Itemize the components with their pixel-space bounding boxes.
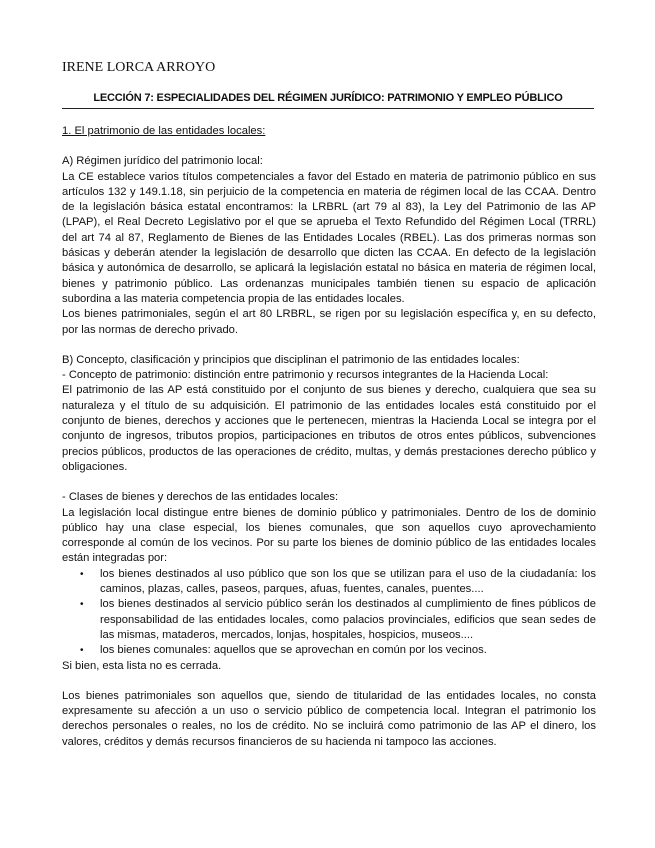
paragraph: Los bienes patrimoniales son aquellos que, siendo de titularidad de las entidades locales, no consta expresamente su afección a un uso o servicio público de competencia local. Integran el patrimonio los derechos personales o reales, no los de crédito. No se incluirá como patrimonio de las AP el dinero, los valores, créditos y demás recursos financieros de su hacienda ni tampoco las acciones. — [62, 689, 596, 748]
document-body — [62, 124, 596, 750]
list-item — [62, 567, 596, 598]
bullet-icon: • — [80, 568, 84, 580]
author-name: IRENE LORCA ARROYO — [62, 60, 216, 75]
concept-heading: - Concepto de patrimonio: distinción entre patrimonio y recursos integrantes de la Hacienda Local: — [62, 369, 549, 382]
list-item-text: los bienes destinados al servicio público serán los destinados al cumplimiento de fines públicos de responsabilidad de las entidades locales, como palacios provinciales, edificios que sean sedes de las mismas, mataderos, mercados, lonjas, hospitales, hospicios, museos.... — [100, 598, 596, 641]
spacer — [62, 475, 596, 490]
bullet-icon: • — [80, 599, 84, 611]
title-underline — [62, 108, 594, 109]
classes-heading: - Clases de bienes y derechos de las entidades locales: — [62, 491, 339, 504]
paragraph: La legislación local distingue entre bienes de dominio público y patrimoniales. Dentro de los de dominio público hay una clase especial, los bienes comunales, que son aquellos cuyo aprovechamiento corresponde al común de los vecinos. Por su parte los bienes de dominio público de las entidades locales están integradas por: — [62, 506, 596, 565]
spacer — [62, 674, 596, 689]
paragraph: Los bienes patrimoniales, según el art 80 LRBRL, se rigen por su legislación específica y, en su defecto, por las normas de derecho privado. — [62, 308, 596, 336]
section-heading: 1. El patrimonio de las entidades locales: — [62, 125, 266, 137]
list-item-text: los bienes comunales: aquellos que se aprovechan en común por los vecinos. — [100, 644, 487, 657]
spacer — [62, 139, 596, 154]
list-item — [62, 597, 596, 643]
paragraph: El patrimonio de las AP está constituido por el conjunto de sus bienes y derecho, cualquiera que sea su naturaleza y el título de su adquisición. El patrimonio de las entidades locales está constituido por el conjunto de bienes, derechos y acciones que le pertenecen, mientras la Hacienda Local se integra por el conjunto de ingresos, tributos propios, participaciones en tributos de otros entes públicos, subvenciones precios públicos, productos de las operaciones de crédito, multas, y demás prestaciones derecho público y obligaciones. — [62, 384, 596, 473]
spacer — [62, 338, 596, 353]
bullet-list — [62, 567, 596, 659]
bullet-icon: • — [80, 645, 84, 657]
list-item-text: los bienes destinados al uso público que son los que se utilizan para el uso de la ciudadanía: los caminos, plazas, calles, paseos, parques, afuas, fuentes, canales, puentes.... — [100, 567, 596, 596]
closing-line: Si bien, esta lista no es cerrada. — [62, 659, 222, 672]
list-item — [62, 643, 596, 658]
paragraph: La CE establece varios títulos competenciales a favor del Estado en materia de patrimonio público en sus artículos 132 y 149.1.18, sin perjuicio de la competencia en materia de régimen local de las CCAA. Dentro de la legislación básica estatal encontramos: la LRBRL (art 79 al 83), la Ley del Patrimonio de las AP (LPAP), el Real Decreto Legislativo por el que se aprueba el Texto Refundido del Régimen Local (TRRL) del art 74 al 87, Reglamento de Bienes de las Entidades Locales (RBEL). Las dos primeras normas son básicas y deberán atender la legislación de desarrollo que dicten las CCAA. En defecto de la legislación básica y autonómica de desarrollo, se aplicará la legislación estatal no básica en materia de régimen local, bienes y patrimonio público. Las ordenanzas municipales también tienen su espacio de aplicación subordina a las materia competencia propia de las entidades locales. — [62, 170, 596, 305]
lesson-title: LECCIÓN 7: ESPECIALIDADES DEL RÉGIMEN JURÍDICO: PATRIMONIO Y EMPLEO PÚBLICO — [93, 92, 563, 104]
subsection-b-heading: B) Concepto, clasificación y principios que disciplinan el patrimonio de las entidades locales: — [62, 353, 520, 366]
subsection-a-heading: A) Régimen jurídico del patrimonio local: — [62, 155, 263, 168]
